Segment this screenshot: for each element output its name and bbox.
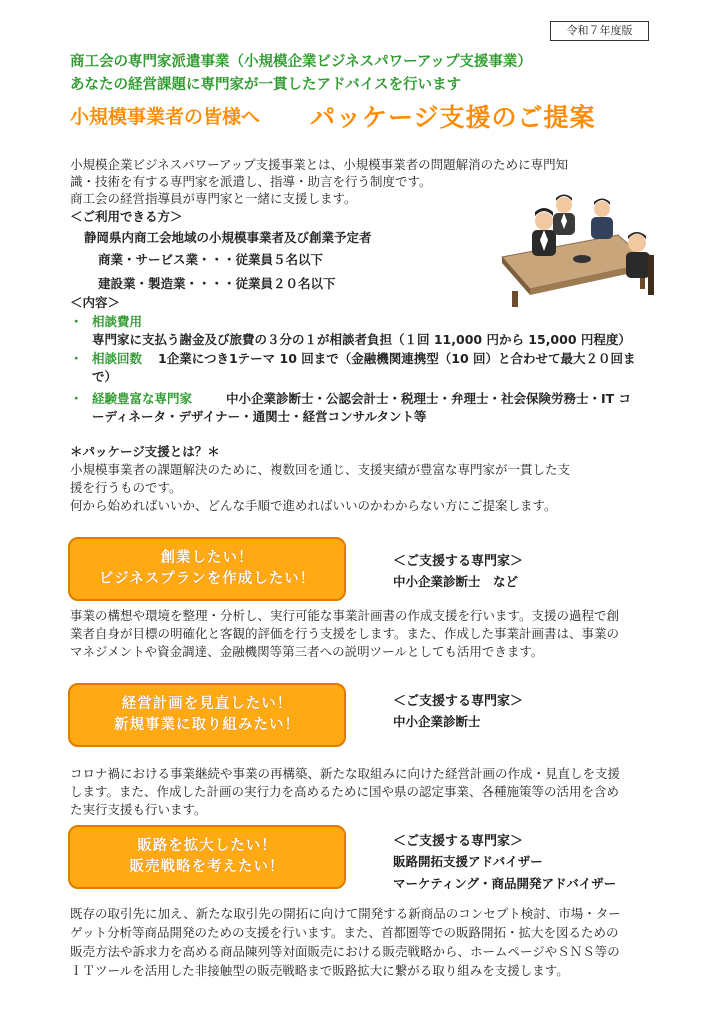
- count-text-2: で）: [92, 369, 118, 384]
- edition-label: 令和７年度版: [550, 21, 649, 41]
- fee-label: 相談費用: [92, 314, 143, 329]
- headline-audience: 小規模事業者の皆様へ: [70, 106, 261, 128]
- package-text-1: 小規模事業者の課題解決のために、複数回を通じ、支援実績が豊富な専門家が一貫した支: [70, 462, 571, 477]
- fee-text: 専門家に支払う謝金及び旅費の３分の１が相談者負担（１回 11,000 円から 15,000 円程度）: [92, 332, 631, 347]
- startup-title-1: 創業したい！: [160, 550, 254, 566]
- sales-title-1: 販路を拡大したい！: [137, 838, 277, 854]
- meeting-illustration: [500, 185, 660, 310]
- expert-text-2: ーディネータ・デザイナー・通関士・経営コンサルタント等: [92, 409, 427, 424]
- eligible-heading: ＜ご利用できる方＞: [70, 209, 183, 224]
- content-heading: ＜内容＞: [70, 295, 121, 310]
- expert-label: 経験豊富な専門家: [92, 391, 193, 406]
- plan-title-1: 経営計画を見直したい！: [121, 696, 293, 712]
- sales-expert-2: マーケティング・商品開発アドバイザー: [393, 876, 617, 891]
- eligible-commerce: 商業・サービス業・・・従業員５名以下: [98, 252, 324, 267]
- plan-title-2: 新規事業に取り組みたい！: [114, 717, 300, 733]
- sales-desc-2: ゲット分析等商品開発のための支援を行います。また、首都圏等での販路開拓・拡大を図るための: [70, 925, 619, 940]
- page-title: パッケージ支援のご提案: [310, 103, 596, 132]
- sales-desc-3: 販売方法や訴求力を高める商品陳列等対面販売における販売戦略から、ホームページやＳＮＳ等の: [70, 944, 620, 959]
- startup-desc-3: マネジメントや資金調達、金融機関等第三者への説明ツールとしても活用できます。: [70, 644, 544, 659]
- package-heading: ＊パッケージ支援とは？＊: [70, 444, 220, 459]
- sales-desc-1: 既存の取引先に加え、新たな取引先の開拓に向けて開発する新商品のコンセプト検討、市場・ター: [70, 906, 621, 921]
- plan-expert-heading: ＜ご支援する専門家＞: [393, 694, 524, 709]
- plan-expert-1: 中小企業診断士: [393, 714, 481, 729]
- expert-text-1: 中小企業診断士・公認会計士・税理士・弁理士・社会保険労務士・IT コ: [226, 391, 632, 406]
- package-text-2: 援を行うものです。: [70, 480, 182, 495]
- package-text-3: 何から始めればいいか、どんな手順で進めればいいのかわからない方にご提案します。: [70, 498, 557, 513]
- startup-expert-heading: ＜ご支援する専門家＞: [393, 554, 524, 569]
- sales-expert-heading: ＜ご支援する専門家＞: [393, 834, 524, 849]
- eligible-construction: 建設業・製造業・・・・従業員２０名以下: [98, 276, 336, 291]
- sales-expert-1: 販路開拓支援アドバイザー: [393, 854, 543, 869]
- bullet-expert: ・: [70, 391, 83, 406]
- plan-desc-3: た実行支援も行います。: [70, 802, 207, 817]
- startup-expert-1: 中小企業診断士 など: [393, 574, 519, 589]
- plan-banner: [68, 683, 346, 747]
- headline-program: 商工会の専門家派遣事業（小規模企業ビジネスパワーアップ支援事業）: [70, 54, 532, 70]
- intro-line-3: 商工会の経営指導員が専門家と一緒に支援します。: [70, 191, 357, 206]
- bullet-fee: ・: [70, 314, 83, 329]
- sales-desc-4: ＩＴツールを活用した非接触型の販売戦略まで販路拡大に繋がる取り組みを支援します。: [70, 963, 569, 978]
- headline-advice: あなたの経営課題に専門家が一貫したアドバイスを行います: [70, 77, 462, 93]
- plan-desc-2: します。また、作成した計画の実行力を高めるために国や県の認定事業、各種施策等の活用を含め: [70, 784, 620, 799]
- sales-banner: [68, 825, 346, 889]
- intro-line-1: 小規模企業ビジネスパワーアップ支援事業とは、小規模事業者の問題解消のために専門知: [70, 157, 569, 172]
- startup-desc-2: 業者自身が目標の明確化と客観的評価を行う支援をします。また、作成した事業計画書は、事業の: [70, 626, 620, 641]
- startup-banner: [68, 537, 346, 601]
- plan-desc-1: コロナ禍における事業継続や事業の再構築、新たな取組みに向けた経営計画の作成・見直しを支援: [70, 766, 621, 781]
- count-text-1: 1企業につき1テーマ 10 回まで（金融機関連携型（10 回）と合わせて最大２０回ま: [158, 351, 636, 366]
- count-label: 相談回数: [92, 351, 143, 366]
- startup-desc-1: 事業の構想や環境を整理・分析し、実行可能な事業計画書の作成支援を行います。支援の過程で創: [70, 608, 620, 623]
- startup-title-2: ビジネスプランを作成したい！: [98, 571, 316, 587]
- eligible-who: 静岡県内商工会地域の小規模事業者及び創業予定者: [84, 230, 372, 245]
- intro-line-2: 識・技術を有する専門家を派遣し、指導・助言を行う制度です。: [70, 174, 432, 189]
- bullet-count: ・: [70, 351, 83, 366]
- sales-title-2: 販売戦略を考えたい！: [129, 859, 285, 875]
